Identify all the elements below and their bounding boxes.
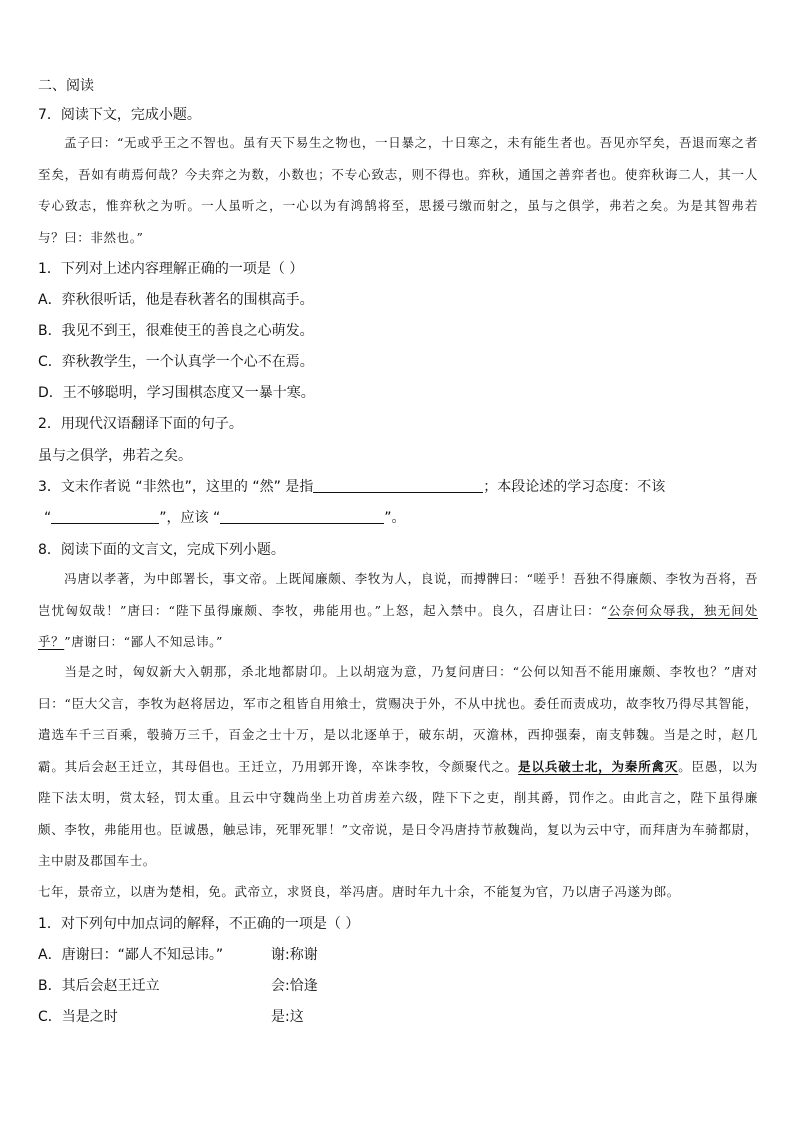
q8-option-c: [38, 1007, 758, 1027]
question-8-1-stem: 1．对下列句中加点词的解释，不正确的一项是（ ）: [38, 916, 360, 932]
question-7-3-line-1: [38, 477, 758, 497]
option-b: B．我见不到王，很难使王的善良之心萌发。: [38, 323, 314, 339]
p1-text-after: ”唐谢曰：“鄙人不知忌讳。”: [64, 634, 224, 649]
q8-option-b: [38, 976, 758, 996]
q8-option-a-gloss: 谢:称谢: [271, 947, 318, 963]
q8-option-b-gloss: 会:恰逢: [271, 978, 318, 994]
question-7-3-line-2: [44, 508, 764, 528]
question-7-2-stem: 2．用现代汉语翻译下面的句子。: [38, 416, 243, 432]
p1-underlined-sentence: 公奈何众辱我，独无间处乎？: [38, 602, 758, 649]
option-a: A．弈秋很听话，他是春秋著名的围棋高手。: [38, 292, 314, 308]
section-heading: 二、阅读: [38, 78, 94, 94]
p1-text-before: 冯唐以孝著，为中郎署长，事文帝。上既闻廉颇、李牧为人，良说，而搏髀曰：“嗟乎！吾独不得廉颇、李牧为吾将，吾岂忧匈奴哉！”唐曰：“陛下虽得廉颇、李牧，弗能用也。”上怒，起入禁中。良久，召唐让曰：“: [38, 571, 758, 618]
q8-option-c-gloss: 是:这: [271, 1009, 304, 1025]
q8-option-b-term: B．其后会赵王迁立: [38, 978, 160, 994]
p3-text: 七年，景帝立，以唐为楚相，免。武帝立，求贤良，举冯唐。唐时年九十余，不能复为官，乃以唐子冯遂为郎。: [38, 884, 680, 899]
answer-blank-2[interactable]: [51, 508, 159, 524]
p2-underlined-sentence: 是以兵破士北，为秦所禽灭: [518, 758, 679, 774]
question-7-1-stem: 1．下列对上述内容理解正确的一项是（ ）: [38, 261, 304, 277]
q3-text-2: ；本段论述的学习态度：不该: [483, 479, 666, 495]
answer-blank-3[interactable]: [220, 508, 384, 524]
question-8-title: 8．阅读下面的文言文，完成下列小题。: [38, 542, 285, 558]
q3-text-4: ”，应该 “: [159, 510, 221, 526]
translate-sentence: 虽与之俱学，弗若之矣。: [38, 448, 192, 464]
q3-text-5: ”。: [384, 510, 406, 526]
question-7-passage: [38, 127, 758, 253]
p2-text-after: 。臣愚，以为陛下法太明，赏太轻，罚太重。且云中守魏尚坐上功首虏差六级，陛下下之吏，削其爵，罚作之。由此言之，陛下虽得廉颇、李牧，弗能用也。臣诚愚，触忌讳，死罪死罪！”文帝说，是日令冯唐持节赦魏尚，复以为云中守，而拜唐为车骑都尉，主中尉及郡国车士。: [38, 758, 759, 868]
question-8-paragraph-2: [38, 656, 758, 877]
question-8-paragraph-3: [38, 876, 758, 908]
q3-text-1: 3．文末作者说 “非然也”，这里的 “然” 是指: [38, 479, 314, 495]
option-d: D．王不够聪明，学习围棋态度又一暴十寒。: [38, 385, 315, 401]
p2-text-before: 当是之时，匈奴新大入朝那，杀北地都尉卬。上以胡寇为意，乃复问唐曰：“公何以知吾不能用廉颇、李牧也？”唐对曰：“臣大父言，李牧为赵将居边，军市之租皆自用飨士，赏赐决于外，不从中扰也。委任而责成功，故李牧乃得尽其智能，遣选车千三百乘，彀骑万三千，百金之士十万，是以北逐单于，破东胡，灭澹林，西抑强秦，南支韩魏。当是之时，赵几霸。其后会赵王迁立，其母倡也。王迁立，乃用郭开谗，卒诛李牧，令颜聚代之。: [38, 664, 758, 774]
q8-option-c-term: C．当是之时: [38, 1009, 118, 1025]
question-8-paragraph-1: [38, 563, 758, 658]
q3-text-3: “: [44, 510, 52, 526]
passage-text: 孟子曰：“无或乎王之不智也。虽有天下易生之物也，一日暴之，十日寒之，未有能生者也。吾见亦罕矣，吾退而寒之者至矣，吾如有萌焉何哉？今夫弈之为数，小数也；不专心致志，则不得也。弈秋，通国之善弈者也。使弈秋诲二人，其一人专心致志，惟弈秋之为听。一人虽听之，一心以为有鸿鹄将至，思援弓缴而射之，虽与之俱学，弗若之矣。为是其智弗若与？曰：非然也。”: [38, 135, 758, 245]
question-7-title: 7．阅读下文，完成小题。: [38, 107, 201, 123]
option-c: C．弈秋教学生，一个认真学一个心不在焉。: [38, 354, 314, 370]
answer-blank-1[interactable]: [313, 477, 483, 493]
q8-option-a-term: A．唐谢曰：“鄙人不知忌讳。”: [38, 947, 224, 963]
q8-option-a: [38, 945, 758, 965]
